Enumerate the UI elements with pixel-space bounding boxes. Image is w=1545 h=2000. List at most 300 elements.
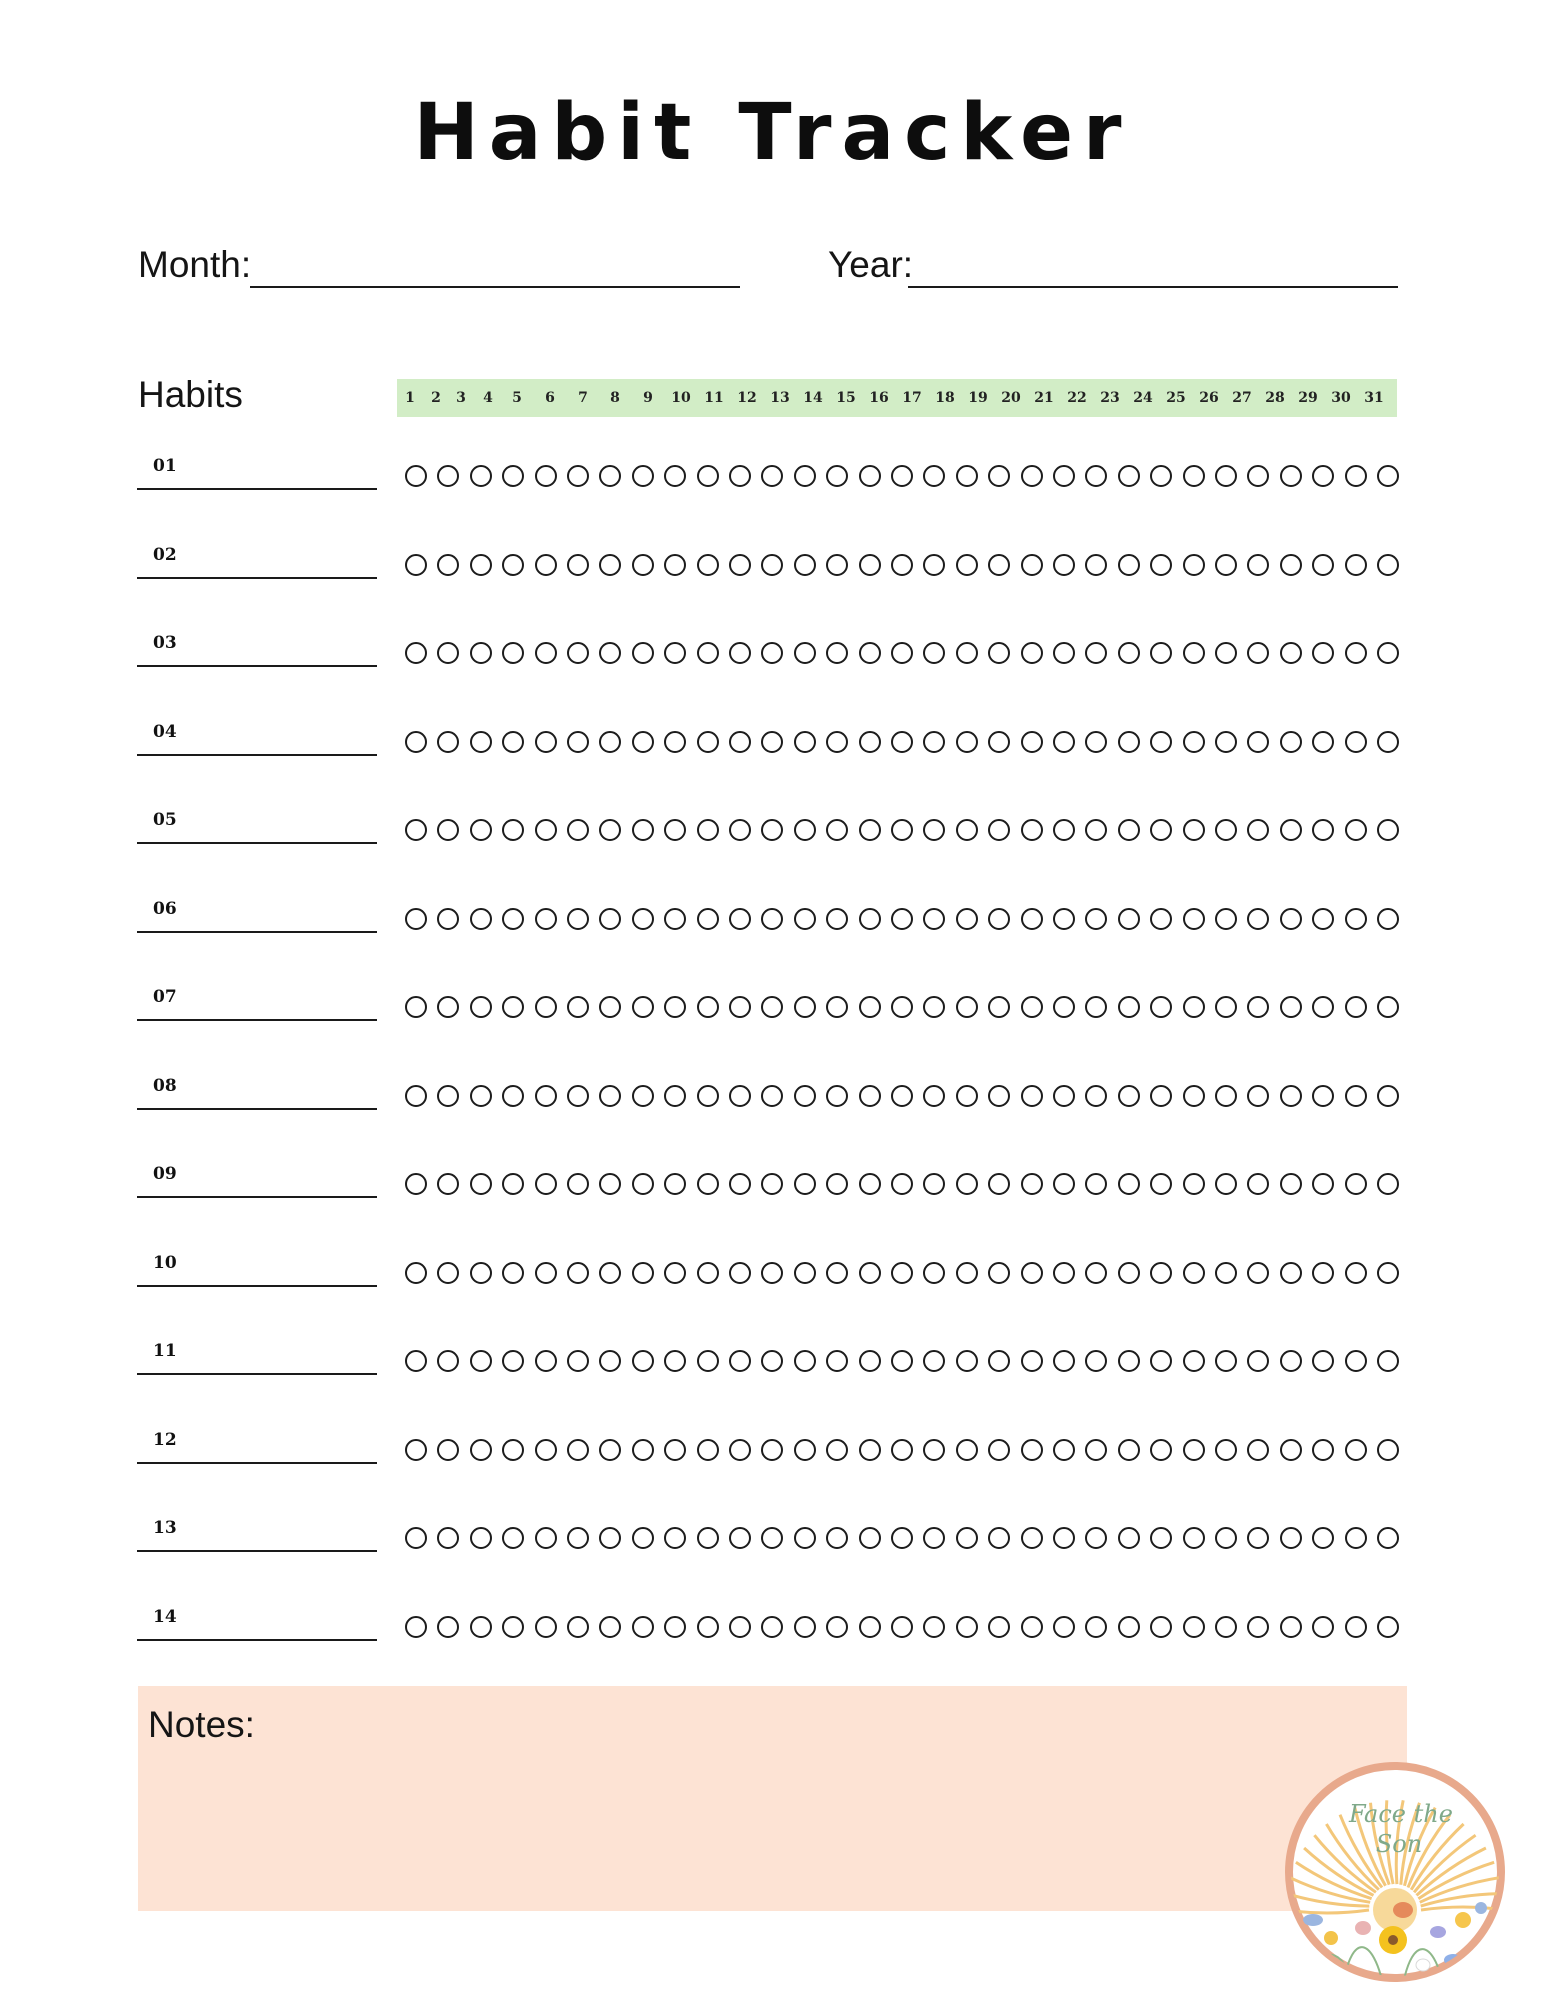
habit-day-checkbox[interactable] bbox=[1312, 996, 1334, 1018]
habit-day-checkbox[interactable] bbox=[697, 819, 719, 841]
habit-day-checkbox[interactable] bbox=[470, 1616, 492, 1638]
habit-day-checkbox[interactable] bbox=[405, 465, 427, 487]
habit-day-checkbox[interactable] bbox=[1021, 1262, 1043, 1284]
habit-day-checkbox[interactable] bbox=[1085, 465, 1107, 487]
habit-day-checkbox[interactable] bbox=[697, 642, 719, 664]
habit-day-checkbox[interactable] bbox=[632, 554, 654, 576]
habit-day-checkbox[interactable] bbox=[535, 554, 557, 576]
habit-day-checkbox[interactable] bbox=[1021, 642, 1043, 664]
habit-day-checkbox[interactable] bbox=[1118, 996, 1140, 1018]
habit-day-checkbox[interactable] bbox=[1345, 996, 1367, 1018]
habit-day-checkbox[interactable] bbox=[1021, 1173, 1043, 1195]
habit-day-checkbox[interactable] bbox=[632, 1616, 654, 1638]
habit-day-checkbox[interactable] bbox=[664, 996, 686, 1018]
habit-day-checkbox[interactable] bbox=[502, 1262, 524, 1284]
habit-day-checkbox[interactable] bbox=[1247, 1350, 1269, 1372]
habit-day-checkbox[interactable] bbox=[697, 731, 719, 753]
habit-day-checkbox[interactable] bbox=[1247, 1439, 1269, 1461]
habit-day-checkbox[interactable] bbox=[470, 908, 492, 930]
habit-day-checkbox[interactable] bbox=[1150, 1527, 1172, 1549]
habit-day-checkbox[interactable] bbox=[1345, 1439, 1367, 1461]
habit-day-checkbox[interactable] bbox=[1021, 908, 1043, 930]
habit-day-checkbox[interactable] bbox=[599, 1616, 621, 1638]
habit-day-checkbox[interactable] bbox=[891, 1439, 913, 1461]
habit-day-checkbox[interactable] bbox=[956, 642, 978, 664]
habit-day-checkbox[interactable] bbox=[923, 554, 945, 576]
habit-day-checkbox[interactable] bbox=[923, 1439, 945, 1461]
habit-day-checkbox[interactable] bbox=[1183, 996, 1205, 1018]
habit-day-checkbox[interactable] bbox=[1150, 1616, 1172, 1638]
habit-day-checkbox[interactable] bbox=[761, 554, 783, 576]
habit-day-checkbox[interactable] bbox=[664, 1350, 686, 1372]
habit-day-checkbox[interactable] bbox=[1053, 1439, 1075, 1461]
habit-day-checkbox[interactable] bbox=[1150, 465, 1172, 487]
habit-day-checkbox[interactable] bbox=[794, 908, 816, 930]
habit-day-checkbox[interactable] bbox=[761, 996, 783, 1018]
habit-day-checkbox[interactable] bbox=[697, 1173, 719, 1195]
habit-day-checkbox[interactable] bbox=[567, 819, 589, 841]
habit-day-checkbox[interactable] bbox=[859, 1439, 881, 1461]
habit-day-checkbox[interactable] bbox=[1085, 1173, 1107, 1195]
habit-day-checkbox[interactable] bbox=[1377, 908, 1399, 930]
habit-day-checkbox[interactable] bbox=[405, 1262, 427, 1284]
habit-day-checkbox[interactable] bbox=[1150, 1350, 1172, 1372]
habit-day-checkbox[interactable] bbox=[891, 908, 913, 930]
habit-day-checkbox[interactable] bbox=[697, 1616, 719, 1638]
habit-day-checkbox[interactable] bbox=[1021, 996, 1043, 1018]
habit-day-checkbox[interactable] bbox=[1247, 996, 1269, 1018]
habit-day-checkbox[interactable] bbox=[535, 1262, 557, 1284]
habit-day-checkbox[interactable] bbox=[664, 1527, 686, 1549]
habit-day-checkbox[interactable] bbox=[891, 1173, 913, 1195]
habit-day-checkbox[interactable] bbox=[1312, 1350, 1334, 1372]
habit-day-checkbox[interactable] bbox=[1150, 819, 1172, 841]
habit-day-checkbox[interactable] bbox=[956, 731, 978, 753]
habit-day-checkbox[interactable] bbox=[1377, 1085, 1399, 1107]
habit-day-checkbox[interactable] bbox=[470, 1439, 492, 1461]
habit-day-checkbox[interactable] bbox=[437, 819, 459, 841]
habit-day-checkbox[interactable] bbox=[535, 1085, 557, 1107]
habit-day-checkbox[interactable] bbox=[1215, 1616, 1237, 1638]
habit-day-checkbox[interactable] bbox=[664, 554, 686, 576]
habit-day-checkbox[interactable] bbox=[1312, 554, 1334, 576]
habit-day-checkbox[interactable] bbox=[405, 1173, 427, 1195]
habit-day-checkbox[interactable] bbox=[988, 908, 1010, 930]
habit-day-checkbox[interactable] bbox=[1312, 731, 1334, 753]
habit-day-checkbox[interactable] bbox=[567, 1350, 589, 1372]
habit-day-checkbox[interactable] bbox=[988, 1439, 1010, 1461]
habit-day-checkbox[interactable] bbox=[729, 908, 751, 930]
habit-day-checkbox[interactable] bbox=[535, 1439, 557, 1461]
habit-day-checkbox[interactable] bbox=[1183, 819, 1205, 841]
habit-day-checkbox[interactable] bbox=[1150, 642, 1172, 664]
habit-day-checkbox[interactable] bbox=[1345, 554, 1367, 576]
habit-day-checkbox[interactable] bbox=[1215, 642, 1237, 664]
habit-day-checkbox[interactable] bbox=[697, 1262, 719, 1284]
habit-day-checkbox[interactable] bbox=[405, 554, 427, 576]
habit-day-checkbox[interactable] bbox=[988, 1350, 1010, 1372]
habit-day-checkbox[interactable] bbox=[1183, 642, 1205, 664]
habit-day-checkbox[interactable] bbox=[1247, 554, 1269, 576]
habit-day-checkbox[interactable] bbox=[1118, 642, 1140, 664]
habit-day-checkbox[interactable] bbox=[1021, 1527, 1043, 1549]
habit-day-checkbox[interactable] bbox=[502, 1527, 524, 1549]
habit-day-checkbox[interactable] bbox=[923, 1085, 945, 1107]
habit-day-checkbox[interactable] bbox=[1183, 1616, 1205, 1638]
habit-day-checkbox[interactable] bbox=[535, 908, 557, 930]
month-input-line[interactable] bbox=[250, 286, 740, 288]
habit-day-checkbox[interactable] bbox=[859, 465, 881, 487]
habit-day-checkbox[interactable] bbox=[632, 1527, 654, 1549]
habit-day-checkbox[interactable] bbox=[1247, 1085, 1269, 1107]
habit-day-checkbox[interactable] bbox=[1280, 1616, 1302, 1638]
habit-day-checkbox[interactable] bbox=[1345, 1262, 1367, 1284]
habit-day-checkbox[interactable] bbox=[988, 642, 1010, 664]
habit-day-checkbox[interactable] bbox=[1183, 1350, 1205, 1372]
habit-day-checkbox[interactable] bbox=[1280, 731, 1302, 753]
habit-day-checkbox[interactable] bbox=[1118, 908, 1140, 930]
habit-day-checkbox[interactable] bbox=[1247, 1616, 1269, 1638]
habit-day-checkbox[interactable] bbox=[729, 1262, 751, 1284]
habit-day-checkbox[interactable] bbox=[1280, 465, 1302, 487]
habit-day-checkbox[interactable] bbox=[891, 1262, 913, 1284]
habit-day-checkbox[interactable] bbox=[599, 554, 621, 576]
habit-day-checkbox[interactable] bbox=[729, 1616, 751, 1638]
habit-day-checkbox[interactable] bbox=[1053, 819, 1075, 841]
habit-day-checkbox[interactable] bbox=[664, 1439, 686, 1461]
habit-day-checkbox[interactable] bbox=[437, 996, 459, 1018]
habit-day-checkbox[interactable] bbox=[567, 554, 589, 576]
habit-day-checkbox[interactable] bbox=[826, 996, 848, 1018]
habit-day-checkbox[interactable] bbox=[826, 1616, 848, 1638]
habit-day-checkbox[interactable] bbox=[988, 1527, 1010, 1549]
habit-day-checkbox[interactable] bbox=[891, 465, 913, 487]
habit-day-checkbox[interactable] bbox=[1377, 465, 1399, 487]
habit-day-checkbox[interactable] bbox=[470, 819, 492, 841]
habit-day-checkbox[interactable] bbox=[405, 731, 427, 753]
habit-day-checkbox[interactable] bbox=[1053, 554, 1075, 576]
habit-day-checkbox[interactable] bbox=[1150, 731, 1172, 753]
habit-day-checkbox[interactable] bbox=[567, 1085, 589, 1107]
habit-day-checkbox[interactable] bbox=[859, 996, 881, 1018]
habit-day-checkbox[interactable] bbox=[437, 1262, 459, 1284]
habit-day-checkbox[interactable] bbox=[923, 1616, 945, 1638]
habit-day-checkbox[interactable] bbox=[826, 465, 848, 487]
habit-day-checkbox[interactable] bbox=[1247, 465, 1269, 487]
habit-day-checkbox[interactable] bbox=[599, 465, 621, 487]
habit-day-checkbox[interactable] bbox=[794, 642, 816, 664]
habit-day-checkbox[interactable] bbox=[405, 996, 427, 1018]
habit-day-checkbox[interactable] bbox=[988, 465, 1010, 487]
habit-day-checkbox[interactable] bbox=[599, 642, 621, 664]
habit-day-checkbox[interactable] bbox=[1053, 731, 1075, 753]
habit-day-checkbox[interactable] bbox=[956, 1616, 978, 1638]
habit-day-checkbox[interactable] bbox=[405, 1085, 427, 1107]
habit-day-checkbox[interactable] bbox=[1215, 1262, 1237, 1284]
habit-day-checkbox[interactable] bbox=[1280, 1262, 1302, 1284]
habit-day-checkbox[interactable] bbox=[1280, 1439, 1302, 1461]
habit-day-checkbox[interactable] bbox=[1345, 642, 1367, 664]
habit-day-checkbox[interactable] bbox=[1215, 819, 1237, 841]
habit-day-checkbox[interactable] bbox=[1021, 1616, 1043, 1638]
habit-day-checkbox[interactable] bbox=[826, 819, 848, 841]
habit-day-checkbox[interactable] bbox=[697, 465, 719, 487]
habit-day-checkbox[interactable] bbox=[1215, 1527, 1237, 1549]
habit-day-checkbox[interactable] bbox=[1345, 1085, 1367, 1107]
habit-day-checkbox[interactable] bbox=[1215, 1439, 1237, 1461]
habit-day-checkbox[interactable] bbox=[891, 1350, 913, 1372]
habit-day-checkbox[interactable] bbox=[956, 1527, 978, 1549]
habit-day-checkbox[interactable] bbox=[1280, 1350, 1302, 1372]
habit-day-checkbox[interactable] bbox=[599, 908, 621, 930]
habit-day-checkbox[interactable] bbox=[632, 1085, 654, 1107]
habit-day-checkbox[interactable] bbox=[794, 1085, 816, 1107]
habit-day-checkbox[interactable] bbox=[664, 465, 686, 487]
habit-day-checkbox[interactable] bbox=[535, 1173, 557, 1195]
habit-day-checkbox[interactable] bbox=[1345, 908, 1367, 930]
habit-day-checkbox[interactable] bbox=[664, 908, 686, 930]
habit-day-checkbox[interactable] bbox=[567, 1173, 589, 1195]
habit-day-checkbox[interactable] bbox=[1150, 554, 1172, 576]
habit-day-checkbox[interactable] bbox=[1021, 819, 1043, 841]
habit-day-checkbox[interactable] bbox=[794, 731, 816, 753]
habit-day-checkbox[interactable] bbox=[599, 819, 621, 841]
habit-day-checkbox[interactable] bbox=[567, 1262, 589, 1284]
habit-day-checkbox[interactable] bbox=[826, 908, 848, 930]
habit-day-checkbox[interactable] bbox=[826, 1439, 848, 1461]
habit-day-checkbox[interactable] bbox=[729, 1173, 751, 1195]
habit-day-checkbox[interactable] bbox=[664, 731, 686, 753]
habit-day-checkbox[interactable] bbox=[729, 1085, 751, 1107]
habit-day-checkbox[interactable] bbox=[502, 1616, 524, 1638]
habit-day-checkbox[interactable] bbox=[1183, 1527, 1205, 1549]
habit-day-checkbox[interactable] bbox=[632, 996, 654, 1018]
habit-day-checkbox[interactable] bbox=[761, 642, 783, 664]
habit-day-checkbox[interactable] bbox=[599, 1262, 621, 1284]
habit-day-checkbox[interactable] bbox=[1085, 1262, 1107, 1284]
habit-day-checkbox[interactable] bbox=[988, 996, 1010, 1018]
habit-day-checkbox[interactable] bbox=[761, 1085, 783, 1107]
habit-day-checkbox[interactable] bbox=[1085, 1085, 1107, 1107]
habit-day-checkbox[interactable] bbox=[1280, 1085, 1302, 1107]
habit-day-checkbox[interactable] bbox=[891, 1616, 913, 1638]
habit-day-checkbox[interactable] bbox=[1085, 642, 1107, 664]
habit-day-checkbox[interactable] bbox=[956, 1262, 978, 1284]
habit-day-checkbox[interactable] bbox=[599, 1527, 621, 1549]
habit-day-checkbox[interactable] bbox=[437, 465, 459, 487]
habit-day-checkbox[interactable] bbox=[1215, 908, 1237, 930]
habit-day-checkbox[interactable] bbox=[794, 1350, 816, 1372]
habit-day-checkbox[interactable] bbox=[1085, 1439, 1107, 1461]
habit-day-checkbox[interactable] bbox=[1377, 819, 1399, 841]
habit-day-checkbox[interactable] bbox=[470, 1262, 492, 1284]
habit-day-checkbox[interactable] bbox=[923, 642, 945, 664]
habit-day-checkbox[interactable] bbox=[1345, 465, 1367, 487]
habit-day-checkbox[interactable] bbox=[859, 819, 881, 841]
habit-day-checkbox[interactable] bbox=[1183, 731, 1205, 753]
habit-day-checkbox[interactable] bbox=[1312, 819, 1334, 841]
habit-day-checkbox[interactable] bbox=[535, 731, 557, 753]
habit-day-checkbox[interactable] bbox=[988, 731, 1010, 753]
habit-day-checkbox[interactable] bbox=[405, 642, 427, 664]
habit-day-checkbox[interactable] bbox=[470, 554, 492, 576]
habit-day-checkbox[interactable] bbox=[826, 1350, 848, 1372]
habit-day-checkbox[interactable] bbox=[1183, 908, 1205, 930]
habit-day-checkbox[interactable] bbox=[1247, 1173, 1269, 1195]
habit-day-checkbox[interactable] bbox=[891, 819, 913, 841]
habit-day-checkbox[interactable] bbox=[729, 465, 751, 487]
habit-day-checkbox[interactable] bbox=[956, 465, 978, 487]
habit-day-checkbox[interactable] bbox=[535, 996, 557, 1018]
habit-day-checkbox[interactable] bbox=[1247, 731, 1269, 753]
habit-day-checkbox[interactable] bbox=[794, 1439, 816, 1461]
habit-day-checkbox[interactable] bbox=[567, 996, 589, 1018]
habit-day-checkbox[interactable] bbox=[859, 642, 881, 664]
habit-day-checkbox[interactable] bbox=[794, 1173, 816, 1195]
habit-day-checkbox[interactable] bbox=[1118, 819, 1140, 841]
habit-day-checkbox[interactable] bbox=[1183, 465, 1205, 487]
habit-day-checkbox[interactable] bbox=[891, 1527, 913, 1549]
habit-day-checkbox[interactable] bbox=[470, 1173, 492, 1195]
habit-day-checkbox[interactable] bbox=[405, 1527, 427, 1549]
habit-day-checkbox[interactable] bbox=[956, 908, 978, 930]
habit-day-checkbox[interactable] bbox=[1215, 996, 1237, 1018]
habit-day-checkbox[interactable] bbox=[1312, 1439, 1334, 1461]
habit-day-checkbox[interactable] bbox=[794, 1616, 816, 1638]
habit-day-checkbox[interactable] bbox=[405, 819, 427, 841]
habit-day-checkbox[interactable] bbox=[632, 1439, 654, 1461]
habit-day-checkbox[interactable] bbox=[437, 1527, 459, 1549]
habit-day-checkbox[interactable] bbox=[826, 1262, 848, 1284]
habit-day-checkbox[interactable] bbox=[1053, 465, 1075, 487]
habit-day-checkbox[interactable] bbox=[859, 1616, 881, 1638]
habit-day-checkbox[interactable] bbox=[1280, 1173, 1302, 1195]
habit-day-checkbox[interactable] bbox=[1345, 819, 1367, 841]
habit-day-checkbox[interactable] bbox=[470, 642, 492, 664]
habit-day-checkbox[interactable] bbox=[1118, 731, 1140, 753]
habit-day-checkbox[interactable] bbox=[599, 996, 621, 1018]
habit-day-checkbox[interactable] bbox=[632, 1262, 654, 1284]
habit-day-checkbox[interactable] bbox=[1053, 1085, 1075, 1107]
habit-day-checkbox[interactable] bbox=[729, 642, 751, 664]
habit-day-checkbox[interactable] bbox=[1215, 1173, 1237, 1195]
habit-day-checkbox[interactable] bbox=[1085, 1527, 1107, 1549]
habit-day-checkbox[interactable] bbox=[1118, 1173, 1140, 1195]
habit-day-checkbox[interactable] bbox=[826, 731, 848, 753]
habit-day-checkbox[interactable] bbox=[567, 642, 589, 664]
habit-day-checkbox[interactable] bbox=[470, 996, 492, 1018]
habit-day-checkbox[interactable] bbox=[826, 1173, 848, 1195]
habit-day-checkbox[interactable] bbox=[1345, 731, 1367, 753]
habit-day-checkbox[interactable] bbox=[1183, 1262, 1205, 1284]
habit-day-checkbox[interactable] bbox=[437, 1085, 459, 1107]
habit-day-checkbox[interactable] bbox=[1085, 908, 1107, 930]
habit-day-checkbox[interactable] bbox=[697, 1527, 719, 1549]
habit-day-checkbox[interactable] bbox=[1118, 1616, 1140, 1638]
habit-day-checkbox[interactable] bbox=[502, 465, 524, 487]
habit-day-checkbox[interactable] bbox=[1215, 465, 1237, 487]
habit-day-checkbox[interactable] bbox=[1377, 642, 1399, 664]
habit-day-checkbox[interactable] bbox=[567, 1616, 589, 1638]
habit-day-checkbox[interactable] bbox=[632, 908, 654, 930]
habit-day-checkbox[interactable] bbox=[470, 731, 492, 753]
habit-day-checkbox[interactable] bbox=[826, 554, 848, 576]
habit-day-checkbox[interactable] bbox=[697, 996, 719, 1018]
habit-day-checkbox[interactable] bbox=[664, 819, 686, 841]
habit-day-checkbox[interactable] bbox=[697, 1085, 719, 1107]
habit-day-checkbox[interactable] bbox=[1021, 1085, 1043, 1107]
habit-day-checkbox[interactable] bbox=[1377, 1350, 1399, 1372]
habit-day-checkbox[interactable] bbox=[956, 554, 978, 576]
habit-day-checkbox[interactable] bbox=[859, 554, 881, 576]
habit-day-checkbox[interactable] bbox=[1345, 1173, 1367, 1195]
habit-day-checkbox[interactable] bbox=[1247, 819, 1269, 841]
habit-day-checkbox[interactable] bbox=[535, 1527, 557, 1549]
habit-day-checkbox[interactable] bbox=[1150, 1439, 1172, 1461]
habit-day-checkbox[interactable] bbox=[859, 731, 881, 753]
habit-day-checkbox[interactable] bbox=[1118, 465, 1140, 487]
habit-day-checkbox[interactable] bbox=[859, 1527, 881, 1549]
habit-day-checkbox[interactable] bbox=[632, 1350, 654, 1372]
habit-day-checkbox[interactable] bbox=[1021, 1439, 1043, 1461]
habit-day-checkbox[interactable] bbox=[988, 1085, 1010, 1107]
habit-day-checkbox[interactable] bbox=[599, 731, 621, 753]
habit-day-checkbox[interactable] bbox=[794, 465, 816, 487]
habit-day-checkbox[interactable] bbox=[988, 1616, 1010, 1638]
habit-day-checkbox[interactable] bbox=[1150, 908, 1172, 930]
habit-day-checkbox[interactable] bbox=[1377, 1262, 1399, 1284]
habit-day-checkbox[interactable] bbox=[1183, 1173, 1205, 1195]
habit-day-checkbox[interactable] bbox=[405, 1350, 427, 1372]
habit-day-checkbox[interactable] bbox=[567, 1439, 589, 1461]
habit-day-checkbox[interactable] bbox=[535, 1350, 557, 1372]
habit-day-checkbox[interactable] bbox=[1118, 1527, 1140, 1549]
habit-day-checkbox[interactable] bbox=[1247, 642, 1269, 664]
habit-day-checkbox[interactable] bbox=[1053, 908, 1075, 930]
habit-day-checkbox[interactable] bbox=[502, 1439, 524, 1461]
habit-day-checkbox[interactable] bbox=[502, 1085, 524, 1107]
habit-day-checkbox[interactable] bbox=[1053, 642, 1075, 664]
habit-day-checkbox[interactable] bbox=[437, 1439, 459, 1461]
habit-day-checkbox[interactable] bbox=[794, 1527, 816, 1549]
notes-area[interactable] bbox=[138, 1686, 1407, 1911]
habit-day-checkbox[interactable] bbox=[891, 1085, 913, 1107]
habit-day-checkbox[interactable] bbox=[1312, 1173, 1334, 1195]
habit-day-checkbox[interactable] bbox=[1150, 1262, 1172, 1284]
habit-day-checkbox[interactable] bbox=[859, 1173, 881, 1195]
habit-day-checkbox[interactable] bbox=[405, 1616, 427, 1638]
habit-day-checkbox[interactable] bbox=[1312, 1616, 1334, 1638]
habit-day-checkbox[interactable] bbox=[1247, 1262, 1269, 1284]
habit-day-checkbox[interactable] bbox=[1215, 554, 1237, 576]
habit-day-checkbox[interactable] bbox=[988, 1262, 1010, 1284]
habit-day-checkbox[interactable] bbox=[1053, 1527, 1075, 1549]
habit-day-checkbox[interactable] bbox=[956, 1173, 978, 1195]
habit-day-checkbox[interactable] bbox=[1150, 1173, 1172, 1195]
habit-day-checkbox[interactable] bbox=[761, 1616, 783, 1638]
habit-day-checkbox[interactable] bbox=[1345, 1350, 1367, 1372]
habit-day-checkbox[interactable] bbox=[1183, 554, 1205, 576]
habit-day-checkbox[interactable] bbox=[1377, 1616, 1399, 1638]
habit-day-checkbox[interactable] bbox=[1053, 996, 1075, 1018]
habit-day-checkbox[interactable] bbox=[794, 819, 816, 841]
habit-day-checkbox[interactable] bbox=[859, 1262, 881, 1284]
habit-day-checkbox[interactable] bbox=[1280, 996, 1302, 1018]
habit-day-checkbox[interactable] bbox=[502, 1350, 524, 1372]
habit-day-checkbox[interactable] bbox=[437, 1616, 459, 1638]
habit-day-checkbox[interactable] bbox=[729, 819, 751, 841]
habit-day-checkbox[interactable] bbox=[794, 996, 816, 1018]
